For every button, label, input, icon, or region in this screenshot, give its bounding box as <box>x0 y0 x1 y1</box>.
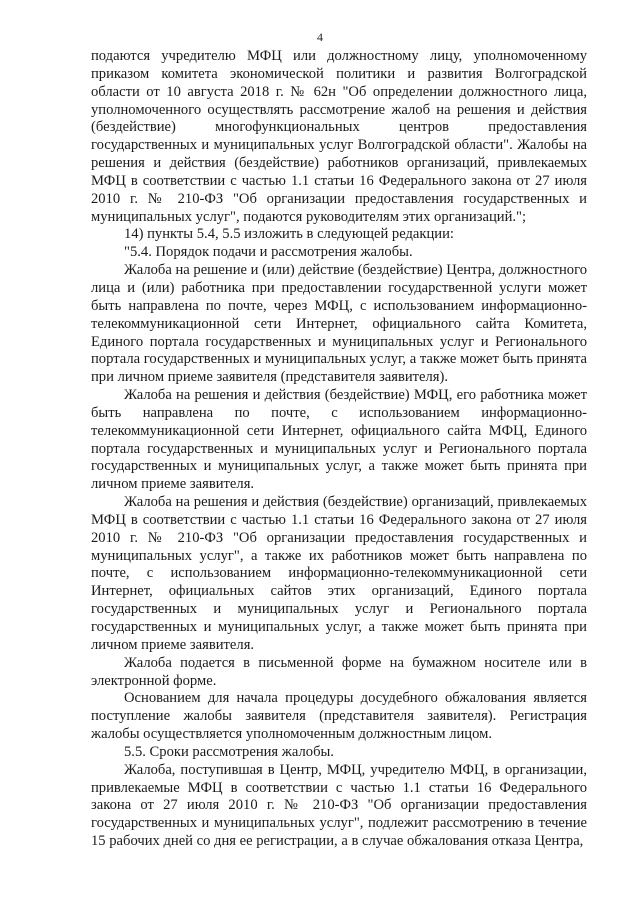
document-body <box>91 48 587 851</box>
paragraph: 14) пункты 5.4, 5.5 изложить в следующей редакции: <box>124 226 454 243</box>
paragraph: 5.5. Сроки рассмотрения жалобы. <box>124 743 334 760</box>
paragraph: "5.4. Порядок подачи и рассмотрения жалобы. <box>124 244 413 261</box>
paragraph: подаются учредителю МФЦ или должностному лицу, уполномоченному приказом комитета экономической политики и развития Волгоградской области от 10 августа 2018 г. № 62н "Об определении должностного лица, уполномоченного осуществлять рассмотрение жалоб на решения и действия (бездействие) многофункциональных центров предоставления государственных и муниципальных услуг Волгоградской области". Жалобы на решения и действия (бездействие) работников организаций, привлекаемых МФЦ в соответствии с частью 1.1 статьи 16 Федерального закона от 27 июля 2010 г. № 210-ФЗ "Об организации предоставления государственных и муниципальных услуг", подаются руководителям этих организаций."; <box>91 48 587 225</box>
paragraph: Основанием для начала процедуры досудебного обжалования является поступление жалобы заявителя (представителя заявителя). Регистрация жалобы осуществляется уполномоченным должностным лицом. <box>91 690 587 743</box>
page-number: 4 <box>317 30 323 44</box>
paragraph: Жалоба на решение и (или) действие (бездействие) Центра, должностного лица и (или) работника при предоставлении государственной услуги может быть направлена по почте, через МФЦ, с использованием информационно-телекоммуникационной сети Интернет, официального сайта Комитета, Единого портала государственных и муниципальных услуг и Регионального портала государственных и муниципальных услуг, а также может быть принята при личном приеме заявителя (представителя заявителя). <box>91 262 587 386</box>
paragraph: Жалоба на решения и действия (бездействие) МФЦ, его работника может быть направлена по почте, с использованием информационно-телекоммуникационной сети Интернет, официального сайта МФЦ, Единого портала государственных и муниципальных услуг и Регионального портала государственных и муниципальных услуг, а также может быть принята при личном приеме заявителя. <box>91 387 587 493</box>
paragraph: Жалоба подается в письменной форме на бумажном носителе или в электронной форме. <box>91 654 587 689</box>
paragraph: Жалоба на решения и действия (бездействие) организаций, привлекаемых МФЦ в соответствии с частью 1.1 статьи 16 Федерального закона от 27 июля 2010 г. № 210-ФЗ "Об организации предоставления государственных и муниципальных услуг", а также их работников может быть направлена по почте, с использованием информационно-телекоммуникационной сети Интернет, официальных сайтов этих организаций, Единого портала государственных и муниципальных услуг и Регионального портала государственных и муниципальных услуг, а также может быть принята при личном приеме заявителя. <box>91 494 587 653</box>
paragraph: Жалоба, поступившая в Центр, МФЦ, учредителю МФЦ, в организации, привлекаемые МФЦ в соответствии с частью 1.1 статьи 16 Федерального закона от 27 июля 2010 г. № 210-ФЗ "Об организации предоставления государственных и муниципальных услуг", подлежит рассмотрению в течение 15 рабочих дней со дня ее регистрации, а в случае обжалования отказа Центра, <box>91 761 587 850</box>
